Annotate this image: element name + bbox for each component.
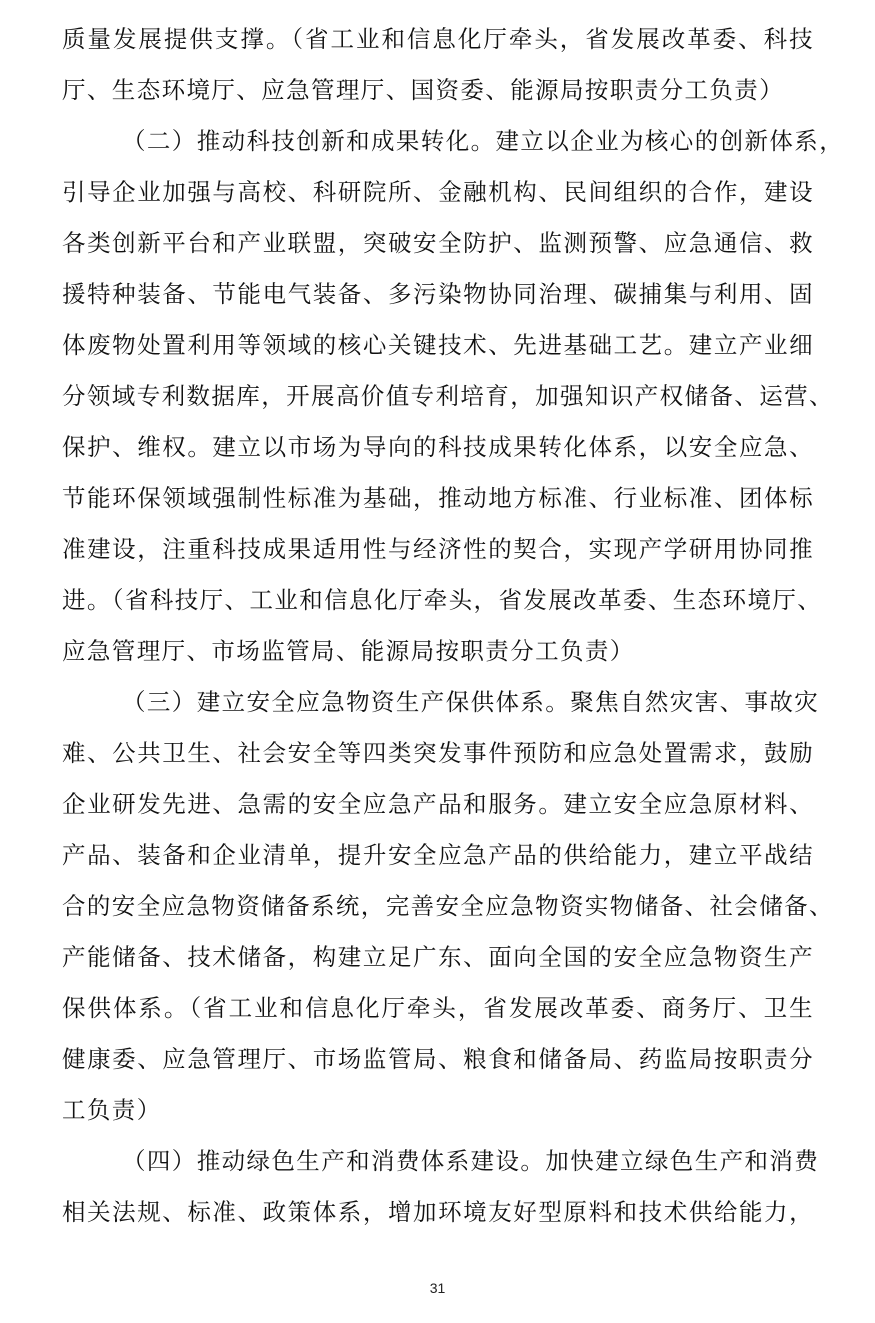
text-line: 援特种装备、节能电气装备、多污染物协同治理、碳捕集与利用、固 — [62, 280, 814, 308]
text-line: 体废物处置利用等领域的核心关键技术、先进基础工艺。建立产业细 — [62, 331, 814, 359]
text-line: 产能储备、技术储备，构建立足广东、面向全国的安全应急物资生产 — [62, 943, 814, 971]
text-line: 合的安全应急物资储备系统，完善安全应急物资实物储备、社会储备、 — [62, 892, 834, 920]
text-line: 各类创新平台和产业联盟，突破安全防护、监测预警、应急通信、救 — [62, 229, 814, 257]
text-line: 产品、装备和企业清单，提升安全应急产品的供给能力，建立平战结 — [62, 841, 814, 869]
page-number: 31 — [429, 1280, 446, 1296]
text-line: 健康委、应急管理厅、市场监管局、粮食和储备局、药监局按职责分 — [62, 1045, 814, 1073]
text-line: 保护、维权。建立以市场为导向的科技成果转化体系，以安全应急、 — [62, 433, 814, 461]
text-line: 节能环保领域强制性标准为基础，推动地方标准、行业标准、团体标 — [62, 484, 814, 512]
text-line: 企业研发先进、急需的安全应急产品和服务。建立安全应急原材料、 — [62, 790, 814, 818]
text-line: 质量发展提供支撑。（省工业和信息化厅牵头，省发展改革委、科技 — [62, 25, 814, 53]
section-heading-line: （三）建立安全应急物资生产保供体系。聚焦自然灾害、事故灾 — [122, 688, 820, 716]
text-line: 相关法规、标准、政策体系，增加环境友好型原料和技术供给能力， — [62, 1198, 814, 1226]
text-line: 难、公共卫生、社会安全等四类突发事件预防和应急处置需求，鼓励 — [62, 739, 814, 767]
text-line: 工负责） — [62, 1096, 162, 1124]
section-heading-line: （二）推动科技创新和成果转化。建立以企业为核心的创新体系， — [122, 127, 845, 155]
document-page — [62, 14, 845, 1238]
section-heading-line: （四）推动绿色生产和消费体系建设。加快建立绿色生产和消费 — [122, 1147, 820, 1175]
text-line: 分领域专利数据库，开展高价值专利培育，加强知识产权储备、运营、 — [62, 382, 834, 410]
text-line: 准建设，注重科技成果适用性与经济性的契合，实现产学研用协同推 — [62, 535, 814, 563]
text-line: 厅、生态环境厅、应急管理厅、国资委、能源局按职责分工负责） — [62, 76, 785, 104]
text-line: 应急管理厅、市场监管局、能源局按职责分工负责） — [62, 637, 635, 665]
text-line: 引导企业加强与高校、科研院所、金融机构、民间组织的合作，建设 — [62, 178, 814, 206]
text-line: 保供体系。（省工业和信息化厅牵头，省发展改革委、商务厅、卫生 — [62, 994, 814, 1022]
text-line: 进。（省科技厅、工业和信息化厅牵头，省发展改革委、生态环境厅、 — [62, 586, 823, 614]
